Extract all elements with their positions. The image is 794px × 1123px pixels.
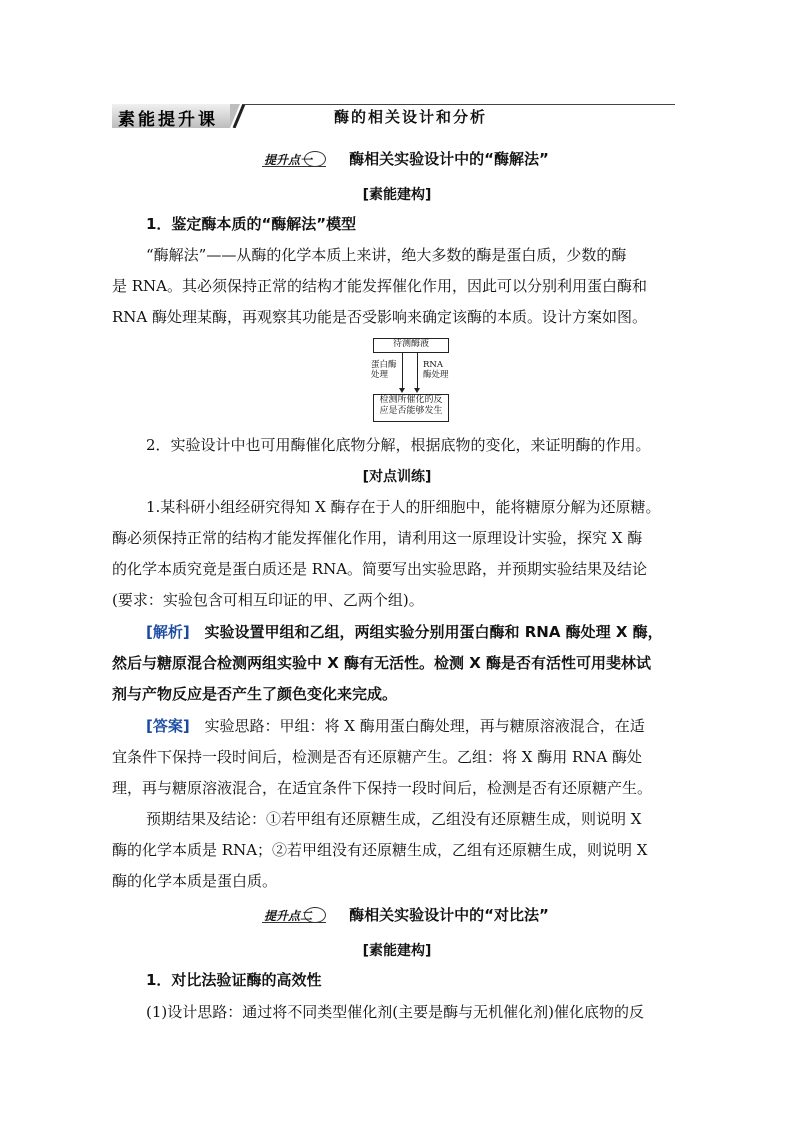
section2-title: 酶相关实验设计中的“对比法”	[349, 906, 549, 924]
question-line4: (要求：实验包含可相互印证的甲、乙两个组)。	[112, 591, 424, 609]
section2-badge: 提升点二	[262, 905, 326, 925]
banner-text: 素能提升课	[118, 110, 218, 130]
para1-line3: RNA 酶处理某酶，再观察其功能是否受影响来确定该酶的本质。设计方案如图。	[112, 308, 648, 326]
chapter-banner	[112, 104, 248, 128]
para1-line1: “酶解法”——从酶的化学本质上来讲，绝大多数的酶是蛋白质，少数的酶	[146, 246, 627, 264]
answer-line5: 酶的化学本质是 RNA；②若甲组没有还原糖生成，乙组有还原糖生成，则说明 X	[112, 841, 648, 859]
answer-line6: 酶的化学本质是蛋白质。	[112, 872, 278, 890]
section2-line1: (1)设计思路：通过将不同类型催化剂(主要是酶与无机催化剂)催化底物的反	[146, 1003, 644, 1021]
section1-title: 酶相关实验设计中的“酶解法”	[349, 150, 549, 168]
section2-heading	[262, 904, 549, 926]
question-line3: 的化学本质究竟是蛋白质还是 RNA。简要写出实验思路，并预期实验结果及结论	[112, 560, 648, 578]
answer-line2: 宜条件下保持一段时间后，检测是否有还原糖产生。乙组：将 X 酶用 RNA 酶处	[112, 748, 643, 766]
section1-subhead: [素能建构]	[362, 187, 432, 203]
section1-point2: 2．实验设计中也可用酶催化底物分解，根据底物的变化，来证明酶的作用。	[146, 436, 651, 454]
section1-heading	[262, 148, 549, 170]
answer-line3: 理，再与糖原溶液混合，在适宜条件下保持一段时间后，检测是否有还原糖产生。	[112, 779, 653, 797]
arrow-down-icon	[414, 388, 420, 393]
flowchart-left-label: 蛋白酶 处理	[371, 360, 397, 380]
answer-tag: [答案]	[146, 717, 190, 735]
analysis-line3: 剂与产物反应是否产生了颜色变化来完成。	[112, 685, 398, 703]
flowchart-bottom-box: 检测所催化的反 应是否能够发生	[373, 394, 449, 422]
banner-slash-icon	[230, 104, 246, 128]
analysis-line1: [解析] 实验设置甲组和乙组，两组实验分别用蛋白酶和 RNA 酶处理 X 酶，	[146, 623, 663, 641]
page-title: 酶的相关设计和分析	[334, 108, 488, 126]
question-line2: 酶必须保持正常的结构才能发挥催化作用，请利用这一原理设计实验，探究 X 酶	[112, 529, 643, 547]
training-subhead: [对点训练]	[362, 469, 432, 485]
flowchart-right-label: RNA 酶处理	[423, 360, 449, 380]
para1-line2: 是 RNA。其必须保持正常的结构才能发挥催化作用，因此可以分别利用蛋白酶和	[112, 277, 648, 295]
answer-line4: 预期结果及结论：①若甲组有还原糖生成，乙组没有还原糖生成，则说明 X	[146, 810, 642, 828]
header-rule	[243, 104, 675, 105]
flowchart-top-box: 待测酶液	[373, 338, 449, 353]
section2-point1-title: 1．对比法验证酶的高效性	[146, 971, 322, 989]
question-line1: 1.某科研小组经研究得知 X 酶存在于人的肝细胞中，能将糖原分解为还原糖。	[146, 498, 661, 516]
analysis-line2: 然后与糖原混合检测两组实验中 X 酶有无活性。检测 X 酶是否有活性可用斐林试	[112, 654, 652, 672]
enzyme-flowchart	[369, 338, 451, 422]
section2-subhead: [素能建构]	[362, 943, 432, 959]
section1-point1-title: 1．鉴定酶本质的“酶解法”模型	[146, 215, 357, 233]
analysis-tag: [解析]	[146, 623, 190, 641]
answer-line1: [答案] 实验思路：甲组：将 X 酶用蛋白酶处理，再与糖原溶液混合，在适	[146, 717, 645, 735]
arrow-down-icon	[399, 388, 405, 393]
section1-badge: 提升点一	[262, 149, 326, 169]
